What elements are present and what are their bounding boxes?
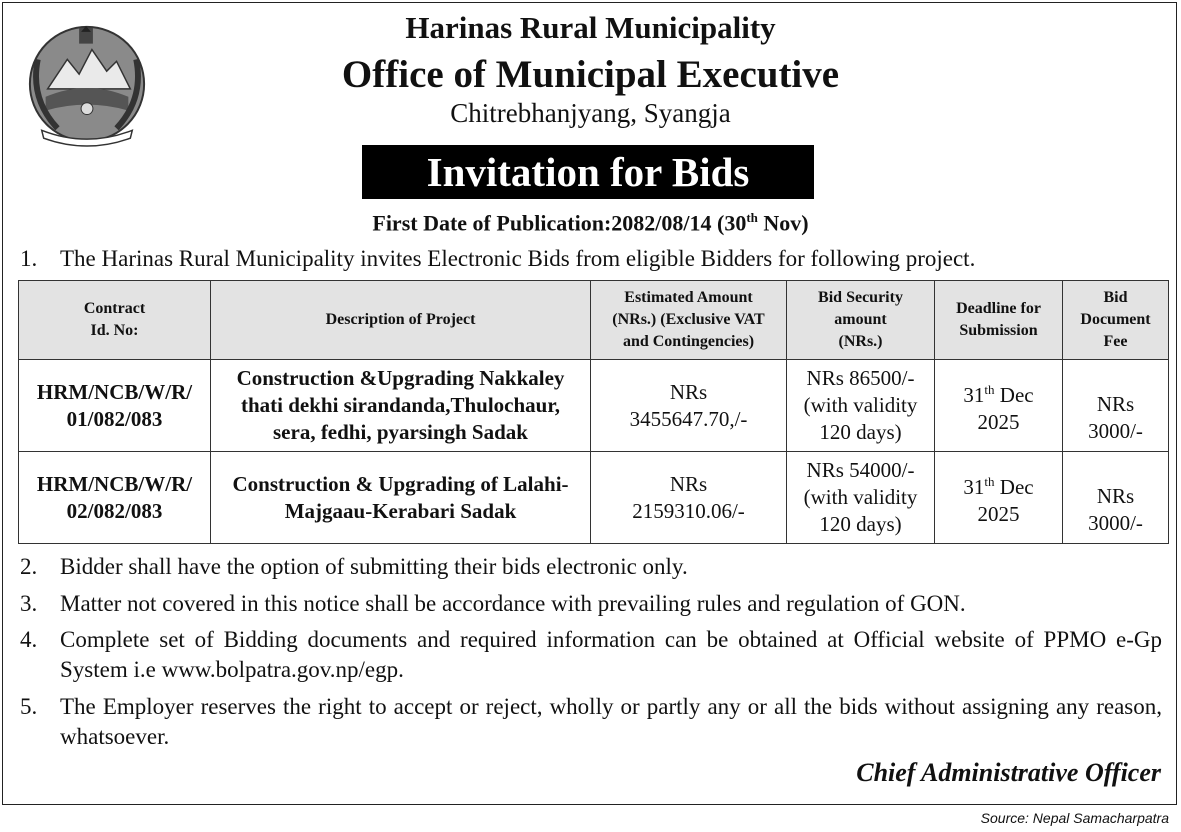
notice-item-2 bbox=[20, 552, 1162, 582]
cell-contract-id: HRM/NCB/W/R/ 01/082/083 bbox=[19, 360, 211, 452]
item-number: 5. bbox=[20, 694, 38, 719]
cell-contract-id: HRM/NCB/W/R/ 02/082/083 bbox=[19, 452, 211, 544]
office-address: Chitrebhanjyang, Syangja bbox=[450, 98, 731, 128]
header-deadline: Deadline for Submission bbox=[935, 281, 1063, 360]
header-bid-security: Bid Security amount (NRs.) bbox=[787, 281, 935, 360]
item-number: 2. bbox=[20, 554, 38, 579]
publication-ad-sup: th bbox=[746, 210, 758, 225]
cell-description: Construction & Upgrading of Lalahi- Majgaau-Kerabari Sadak bbox=[211, 452, 591, 544]
publication-bs-date: 2082/08/14 bbox=[611, 210, 712, 236]
cell-deadline: 31th Dec 2025 bbox=[935, 452, 1063, 544]
cell-description: Construction &Upgrading Nakkaley thati dekhi sirandanda,Thulochaur, sera, fedhi, pyarsingh Sadak bbox=[211, 360, 591, 452]
cell-estimated-amount: NRs 2159310.06/- bbox=[591, 452, 787, 544]
cell-document-fee: NRs 3000/- bbox=[1063, 452, 1169, 544]
item-number: 4. bbox=[20, 627, 38, 652]
cell-bid-security: NRs 86500/- (with validity 120 days) bbox=[787, 360, 935, 452]
office-name: Office of Municipal Executive bbox=[341, 53, 840, 96]
source-credit: Source: Nepal Samacharpatra bbox=[980, 810, 1169, 826]
notice-item-1 bbox=[20, 244, 1162, 274]
header-contract-id: Contract Id. No: bbox=[19, 281, 211, 360]
cell-deadline: 31th Dec 2025 bbox=[935, 360, 1063, 452]
item-text: Bidder shall have the option of submitting their bids electronic only. bbox=[60, 554, 688, 579]
table-header-row bbox=[19, 281, 1169, 360]
cell-estimated-amount: NRs 3455647.70,/- bbox=[591, 360, 787, 452]
publication-label: First Date of Publication: bbox=[372, 210, 612, 236]
publication-ad-day: 30 bbox=[724, 210, 747, 236]
item-number: 1. bbox=[20, 246, 38, 271]
header-document-fee: Bid Document Fee bbox=[1063, 281, 1169, 360]
cell-bid-security: NRs 54000/- (with validity 120 days) bbox=[787, 452, 935, 544]
header-estimated-amount: Estimated Amount (NRs.) (Exclusive VAT and Contingencies) bbox=[591, 281, 787, 360]
publication-ad-month: Nov bbox=[763, 210, 802, 236]
item-text: Complete set of Bidding documents and required information can be obtained at Official website of PPMO e-Gp System i.e www.bolpatra.gov.np/egp. bbox=[60, 627, 1162, 682]
cell-document-fee: NRs 3000/- bbox=[1063, 360, 1169, 452]
item-text: The Harinas Rural Municipality invites Electronic Bids from eligible Bidders for following project. bbox=[60, 246, 976, 271]
notice-title-banner: Invitation for Bids bbox=[362, 145, 814, 199]
table-row bbox=[19, 452, 1169, 544]
publication-date: First Date of Publication:2082/08/14 (30th Nov) bbox=[372, 210, 809, 236]
item-text: Matter not covered in this notice shall be accordance with prevailing rules and regulation of GON. bbox=[60, 591, 966, 616]
item-number: 3. bbox=[20, 591, 38, 616]
municipality-name: Harinas Rural Municipality bbox=[405, 10, 776, 45]
notice-item-4 bbox=[20, 625, 1162, 685]
signatory-title: Chief Administrative Officer bbox=[856, 758, 1161, 787]
table-row bbox=[19, 360, 1169, 452]
bids-table bbox=[18, 280, 1169, 544]
notice-item-5 bbox=[20, 692, 1162, 752]
item-text: The Employer reserves the right to accept or reject, wholly or partly any or all the bids without assigning any reason, whatsoever. bbox=[60, 694, 1162, 749]
header-description: Description of Project bbox=[211, 281, 591, 360]
notice-item-3 bbox=[20, 589, 1162, 619]
